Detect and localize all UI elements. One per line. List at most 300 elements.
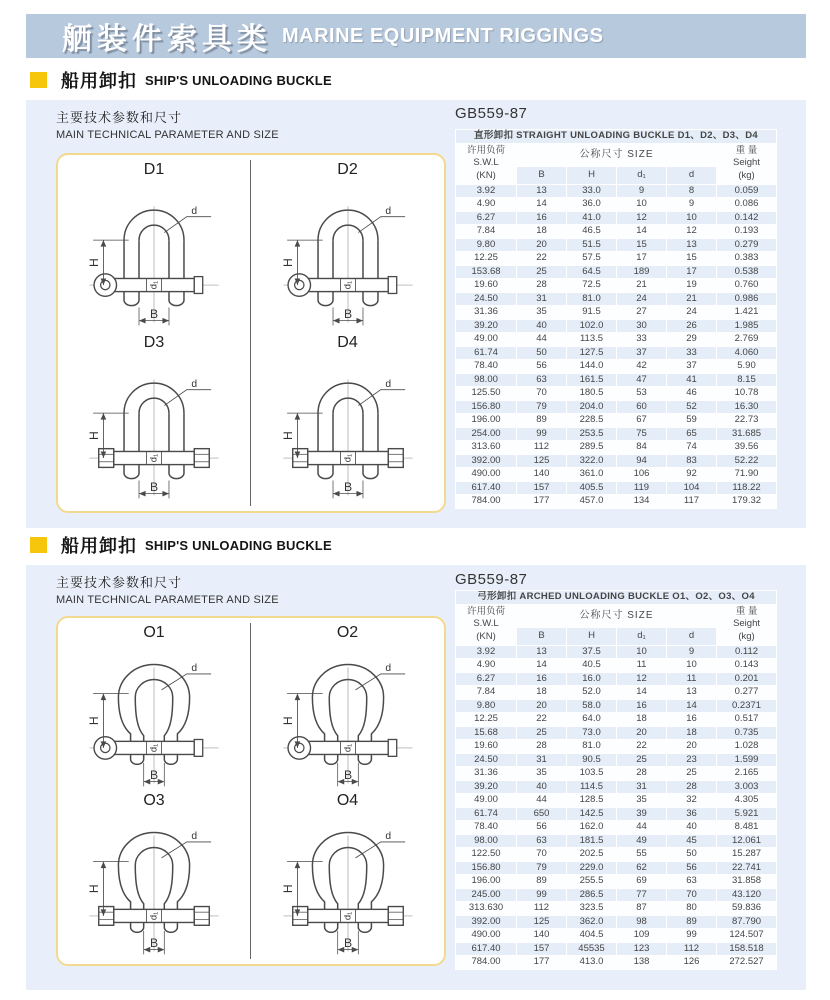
table-cell: 99 xyxy=(517,888,567,902)
table-cell: 254.00 xyxy=(456,427,517,441)
table-cell: 52.22 xyxy=(717,454,777,468)
table-cell: 157 xyxy=(517,481,567,495)
table-title: 弓形卸扣 ARCHED UNLOADING BUCKLE O1、O2、O3、O4 xyxy=(456,591,777,605)
diagram-cell-o2 xyxy=(251,623,444,791)
diagram-label: D2 xyxy=(337,161,358,178)
table-cell: 10 xyxy=(667,211,717,225)
table-cell: 57.5 xyxy=(567,252,617,266)
svg-text:H: H xyxy=(280,715,295,725)
table-cell: 98.00 xyxy=(456,834,517,848)
yellow-square-icon xyxy=(30,537,47,553)
table-cell: 78.40 xyxy=(456,360,517,374)
svg-text:d₁: d₁ xyxy=(148,911,159,920)
table-cell: 157 xyxy=(517,942,567,956)
table-cell: 31 xyxy=(517,753,567,767)
table-cell: 125 xyxy=(517,454,567,468)
table-cell: 0.112 xyxy=(717,645,777,659)
table-cell: 202.5 xyxy=(567,848,617,862)
table-cell: 127.5 xyxy=(567,346,617,360)
svg-text:B: B xyxy=(343,479,352,494)
table-cell: 22 xyxy=(617,740,667,754)
table-row xyxy=(456,441,777,455)
table-cell: 286.5 xyxy=(567,888,617,902)
table-cell: 33 xyxy=(667,346,717,360)
table-cell: 31.36 xyxy=(456,306,517,320)
table-cell: 16.30 xyxy=(717,400,777,414)
table-cell: 162.0 xyxy=(567,821,617,835)
table-row xyxy=(456,821,777,835)
diagram-cell-o3 xyxy=(58,791,251,959)
table-cell: 117 xyxy=(667,495,717,509)
table-cell: 81.0 xyxy=(567,740,617,754)
table-cell: 7.84 xyxy=(456,686,517,700)
svg-text:B: B xyxy=(149,306,159,321)
param-label xyxy=(56,107,279,141)
section-title-cn: 船用卸扣 xyxy=(61,536,137,556)
table-cell: 32 xyxy=(667,794,717,808)
table-cell: 14 xyxy=(667,699,717,713)
table-cell: 50 xyxy=(517,346,567,360)
table-cell: 12 xyxy=(617,672,667,686)
svg-text:d₁: d₁ xyxy=(341,280,352,290)
table-cell: 362.0 xyxy=(567,915,617,929)
table-cell: 18 xyxy=(617,713,667,727)
bow-shackle-drawing xyxy=(61,810,247,959)
svg-text:d: d xyxy=(384,205,391,217)
table-row xyxy=(456,753,777,767)
table-row xyxy=(456,481,777,495)
table-cell: 156.80 xyxy=(456,861,517,875)
table-cell: 180.5 xyxy=(567,387,617,401)
table-cell: 47 xyxy=(617,373,667,387)
table-cell: 89 xyxy=(517,414,567,428)
table-row xyxy=(456,373,777,387)
diagram-cell-d1 xyxy=(58,160,251,333)
table-cell: 142.5 xyxy=(567,807,617,821)
table-cell: 9 xyxy=(667,645,717,659)
table-cell: 103.5 xyxy=(567,767,617,781)
table-cell: 3.92 xyxy=(456,645,517,659)
table-cell: 0.059 xyxy=(717,184,777,198)
col-header-size: 公称尺寸 SIZE xyxy=(517,604,717,628)
d-shackle-drawing xyxy=(255,179,441,333)
table-cell: 104 xyxy=(667,481,717,495)
table-cell: 112 xyxy=(517,441,567,455)
bow-shackle-drawing xyxy=(255,642,441,791)
table-cell: 69 xyxy=(617,875,667,889)
table-cell: 114.5 xyxy=(567,780,617,794)
table-row xyxy=(456,875,777,889)
table-cell: 361.0 xyxy=(567,468,617,482)
yellow-square-icon xyxy=(30,72,47,88)
table-cell: 25 xyxy=(517,726,567,740)
table-cell: 196.00 xyxy=(456,875,517,889)
table-cell: 46 xyxy=(667,387,717,401)
table-cell: 25 xyxy=(517,265,567,279)
table-cell: 13 xyxy=(667,238,717,252)
table-cell: 617.40 xyxy=(456,481,517,495)
table-cell: 37 xyxy=(617,346,667,360)
table-cell: 63 xyxy=(517,834,567,848)
table-cell: 158.518 xyxy=(717,942,777,956)
table-cell: 9 xyxy=(617,184,667,198)
table-cell: 13 xyxy=(667,686,717,700)
table-cell: 78.40 xyxy=(456,821,517,835)
table-cell: 28 xyxy=(667,780,717,794)
col-header-h: H xyxy=(567,167,617,184)
table-cell: 0.279 xyxy=(717,238,777,252)
table-cell: 9.80 xyxy=(456,699,517,713)
table-cell: 28 xyxy=(617,767,667,781)
table-cell: 41 xyxy=(667,373,717,387)
table-row xyxy=(456,387,777,401)
table-cell: 457.0 xyxy=(567,495,617,509)
bow-shackle-drawing xyxy=(255,810,441,959)
table-cell: 22 xyxy=(517,713,567,727)
table-cell: 31 xyxy=(517,292,567,306)
section-panel-1 xyxy=(26,100,806,528)
banner-title-en: MARINE EQUIPMENT RIGGINGS xyxy=(282,24,604,47)
table-cell: 36.0 xyxy=(567,198,617,212)
table-cell: 44 xyxy=(617,821,667,835)
svg-text:d₁: d₁ xyxy=(148,280,159,290)
table-cell: 44 xyxy=(517,333,567,347)
table-cell: 784.00 xyxy=(456,956,517,970)
table-cell: 28 xyxy=(517,740,567,754)
table-row xyxy=(456,427,777,441)
table-row xyxy=(456,956,777,970)
table-cell: 33 xyxy=(617,333,667,347)
table-cell: 39.20 xyxy=(456,319,517,333)
section-header-1 xyxy=(26,68,806,92)
table-row xyxy=(456,672,777,686)
section-title-cn: 船用卸扣 xyxy=(61,71,137,91)
spec-table-arched xyxy=(455,590,777,970)
svg-text:H: H xyxy=(86,715,101,725)
table-cell: 87.790 xyxy=(717,915,777,929)
table-cell: 19.60 xyxy=(456,279,517,293)
table-cell: 53 xyxy=(617,387,667,401)
table-cell: 49.00 xyxy=(456,794,517,808)
table-cell: 392.00 xyxy=(456,454,517,468)
table-cell: 89 xyxy=(667,915,717,929)
table-cell: 92 xyxy=(667,468,717,482)
table-cell: 10 xyxy=(617,645,667,659)
svg-text:B: B xyxy=(343,306,352,321)
table-cell: 313.60 xyxy=(456,441,517,455)
table-row xyxy=(456,306,777,320)
table-cell: 64.0 xyxy=(567,713,617,727)
table-cell: 0.143 xyxy=(717,659,777,673)
table-cell: 52.0 xyxy=(567,686,617,700)
table-cell: 9 xyxy=(667,198,717,212)
table-cell: 0.986 xyxy=(717,292,777,306)
svg-text:d₁: d₁ xyxy=(341,453,352,463)
table-cell: 61.74 xyxy=(456,807,517,821)
col-header-swl: 许用负荷 S.W.L (KN) xyxy=(456,143,517,184)
table-cell: 134 xyxy=(617,495,667,509)
table-row xyxy=(456,319,777,333)
table-cell: 18 xyxy=(517,225,567,239)
table-cell: 58.0 xyxy=(567,699,617,713)
table-row xyxy=(456,699,777,713)
table-cell: 650 xyxy=(517,807,567,821)
table-cell: 40 xyxy=(517,780,567,794)
svg-text:B: B xyxy=(343,935,352,950)
table-row xyxy=(456,252,777,266)
svg-text:d: d xyxy=(191,830,198,842)
table-cell: 0.277 xyxy=(717,686,777,700)
diagram-label: O1 xyxy=(143,624,165,641)
table-cell: 323.5 xyxy=(567,902,617,916)
table-row xyxy=(456,686,777,700)
table-cell: 1.985 xyxy=(717,319,777,333)
param-label-cn: 主要技术参数和尺寸 xyxy=(56,110,183,125)
table-cell: 413.0 xyxy=(567,956,617,970)
table-cell: 44 xyxy=(517,794,567,808)
table-cell: 106 xyxy=(617,468,667,482)
table-cell: 16.0 xyxy=(567,672,617,686)
diagram-cell-o4 xyxy=(251,791,444,959)
table-cell: 56 xyxy=(667,861,717,875)
table-cell: 59 xyxy=(667,414,717,428)
table-row xyxy=(456,211,777,225)
table-cell: 25 xyxy=(667,767,717,781)
table-cell: 74 xyxy=(667,441,717,455)
table-cell: 24.50 xyxy=(456,292,517,306)
table-cell: 204.0 xyxy=(567,400,617,414)
table-cell: 18 xyxy=(667,726,717,740)
table-row xyxy=(456,794,777,808)
table-cell: 24 xyxy=(667,306,717,320)
table-cell: 15 xyxy=(617,238,667,252)
table-cell: 45 xyxy=(667,834,717,848)
table-cell: 15.68 xyxy=(456,726,517,740)
table-cell: 70 xyxy=(667,888,717,902)
table-cell: 490.00 xyxy=(456,468,517,482)
table-cell: 81.0 xyxy=(567,292,617,306)
table-row xyxy=(456,767,777,781)
table-cell: 109 xyxy=(617,929,667,943)
table-cell: 50 xyxy=(667,848,717,862)
table-cell: 140 xyxy=(517,929,567,943)
table-cell: 24 xyxy=(617,292,667,306)
svg-text:d₁: d₁ xyxy=(148,453,159,463)
table-row xyxy=(456,834,777,848)
table-cell: 70 xyxy=(517,387,567,401)
standard-code: GB559-87 xyxy=(455,571,528,588)
table-cell: 4.060 xyxy=(717,346,777,360)
diagram-label: O2 xyxy=(336,624,359,641)
table-cell: 405.5 xyxy=(567,481,617,495)
table-cell: 124.507 xyxy=(717,929,777,943)
svg-text:d₁: d₁ xyxy=(341,743,352,752)
table-cell: 20 xyxy=(667,740,717,754)
table-cell: 35 xyxy=(517,767,567,781)
table-cell: 41.0 xyxy=(567,211,617,225)
table-cell: 21 xyxy=(667,292,717,306)
table-cell: 8 xyxy=(667,184,717,198)
table-cell: 99 xyxy=(517,427,567,441)
table-cell: 42 xyxy=(617,360,667,374)
diagram-cell-d2 xyxy=(251,160,444,333)
table-cell: 17 xyxy=(617,252,667,266)
svg-text:d: d xyxy=(191,205,198,217)
d-shackle-drawing xyxy=(61,179,247,333)
table-cell: 31 xyxy=(617,780,667,794)
table-cell: 20 xyxy=(517,238,567,252)
table-cell: 61.74 xyxy=(456,346,517,360)
table-cell: 15 xyxy=(667,252,717,266)
param-label-cn: 主要技术参数和尺寸 xyxy=(56,575,183,590)
diagram-cell-d4 xyxy=(251,333,444,506)
table-cell: 196.00 xyxy=(456,414,517,428)
table-cell: 16 xyxy=(517,672,567,686)
table-cell: 94 xyxy=(617,454,667,468)
table-cell: 70 xyxy=(517,848,567,862)
col-header-size: 公称尺寸 SIZE xyxy=(517,143,717,167)
section-title-en: SHIP'S UNLOADING BUCKLE xyxy=(145,537,332,553)
table-cell: 255.5 xyxy=(567,875,617,889)
table-cell: 12 xyxy=(667,225,717,239)
table-cell: 14 xyxy=(517,659,567,673)
table-cell: 119 xyxy=(617,481,667,495)
svg-text:B: B xyxy=(343,767,352,782)
table-cell: 40 xyxy=(667,821,717,835)
table-row xyxy=(456,848,777,862)
table-cell: 4.305 xyxy=(717,794,777,808)
table-cell: 138 xyxy=(617,956,667,970)
svg-text:H: H xyxy=(280,258,295,267)
col-header-d1: d₁ xyxy=(617,167,667,184)
table-cell: 112 xyxy=(667,942,717,956)
table-row xyxy=(456,888,777,902)
table-cell: 36 xyxy=(667,807,717,821)
table-row xyxy=(456,861,777,875)
table-cell: 31.858 xyxy=(717,875,777,889)
table-row xyxy=(456,780,777,794)
svg-text:B: B xyxy=(149,935,159,950)
table-row xyxy=(456,902,777,916)
table-cell: 784.00 xyxy=(456,495,517,509)
page-banner xyxy=(26,14,806,58)
col-header-b: B xyxy=(517,167,567,184)
table-cell: 16 xyxy=(667,713,717,727)
svg-text:d: d xyxy=(191,378,198,390)
table-cell: 43.120 xyxy=(717,888,777,902)
table-cell: 29 xyxy=(667,333,717,347)
table-row xyxy=(456,400,777,414)
table-cell: 0.201 xyxy=(717,672,777,686)
table-cell: 10.78 xyxy=(717,387,777,401)
col-header-b: B xyxy=(517,628,567,645)
section-title-en: SHIP'S UNLOADING BUCKLE xyxy=(145,72,332,88)
table-cell: 128.5 xyxy=(567,794,617,808)
table-cell: 392.00 xyxy=(456,915,517,929)
table-cell: 63 xyxy=(517,373,567,387)
diagram-cell-o1 xyxy=(58,623,251,791)
table-cell: 63 xyxy=(667,875,717,889)
table-cell: 16 xyxy=(617,699,667,713)
table-cell: 0.193 xyxy=(717,225,777,239)
table-row xyxy=(456,740,777,754)
table-row xyxy=(456,645,777,659)
table-cell: 322.0 xyxy=(567,454,617,468)
table-cell: 49 xyxy=(617,834,667,848)
table-cell: 23 xyxy=(667,753,717,767)
d-shackle-drawing xyxy=(61,352,247,506)
d-shackle-drawing xyxy=(255,352,441,506)
table-cell: 4.90 xyxy=(456,659,517,673)
table-row xyxy=(456,184,777,198)
table-cell: 98 xyxy=(617,915,667,929)
diagram-label: O4 xyxy=(336,792,359,809)
table-cell: 8.481 xyxy=(717,821,777,835)
table-cell: 122.50 xyxy=(456,848,517,862)
svg-text:d: d xyxy=(191,662,198,674)
table-cell: 99 xyxy=(667,929,717,943)
svg-text:H: H xyxy=(280,883,295,893)
table-cell: 39 xyxy=(617,807,667,821)
table-cell: 7.84 xyxy=(456,225,517,239)
table-cell: 55 xyxy=(617,848,667,862)
table-row xyxy=(456,915,777,929)
diagram-label: D3 xyxy=(143,334,165,351)
table-cell: 177 xyxy=(517,956,567,970)
table-cell: 229.0 xyxy=(567,861,617,875)
table-cell: 80 xyxy=(667,902,717,916)
table-cell: 9.80 xyxy=(456,238,517,252)
table-cell: 45535 xyxy=(567,942,617,956)
table-cell: 0.086 xyxy=(717,198,777,212)
table-cell: 73.0 xyxy=(567,726,617,740)
table-cell: 13 xyxy=(517,184,567,198)
table-cell: 22 xyxy=(517,252,567,266)
svg-text:B: B xyxy=(149,767,159,782)
table-cell: 75 xyxy=(617,427,667,441)
diagram-box xyxy=(56,616,446,966)
table-cell: 16 xyxy=(517,211,567,225)
svg-text:d₁: d₁ xyxy=(341,911,352,920)
table-cell: 253.5 xyxy=(567,427,617,441)
table-row xyxy=(456,238,777,252)
table-cell: 46.5 xyxy=(567,225,617,239)
table-cell: 20 xyxy=(517,699,567,713)
table-cell: 79 xyxy=(517,861,567,875)
table-cell: 490.00 xyxy=(456,929,517,943)
table-cell: 65 xyxy=(667,427,717,441)
diagram-label: D1 xyxy=(143,161,165,178)
table-cell: 1.599 xyxy=(717,753,777,767)
table-row xyxy=(456,265,777,279)
diagram-label: O3 xyxy=(143,792,165,809)
table-cell: 24.50 xyxy=(456,753,517,767)
table-row xyxy=(456,807,777,821)
table-cell: 52 xyxy=(667,400,717,414)
table-cell: 14 xyxy=(517,198,567,212)
table-cell: 22.73 xyxy=(717,414,777,428)
table-cell: 39.56 xyxy=(717,441,777,455)
table-cell: 126 xyxy=(667,956,717,970)
table-row xyxy=(456,292,777,306)
table-cell: 12 xyxy=(617,211,667,225)
table-cell: 39.20 xyxy=(456,780,517,794)
table-cell: 27 xyxy=(617,306,667,320)
table-cell: 289.5 xyxy=(567,441,617,455)
table-cell: 161.5 xyxy=(567,373,617,387)
table-cell: 6.27 xyxy=(456,211,517,225)
table-cell: 189 xyxy=(617,265,667,279)
